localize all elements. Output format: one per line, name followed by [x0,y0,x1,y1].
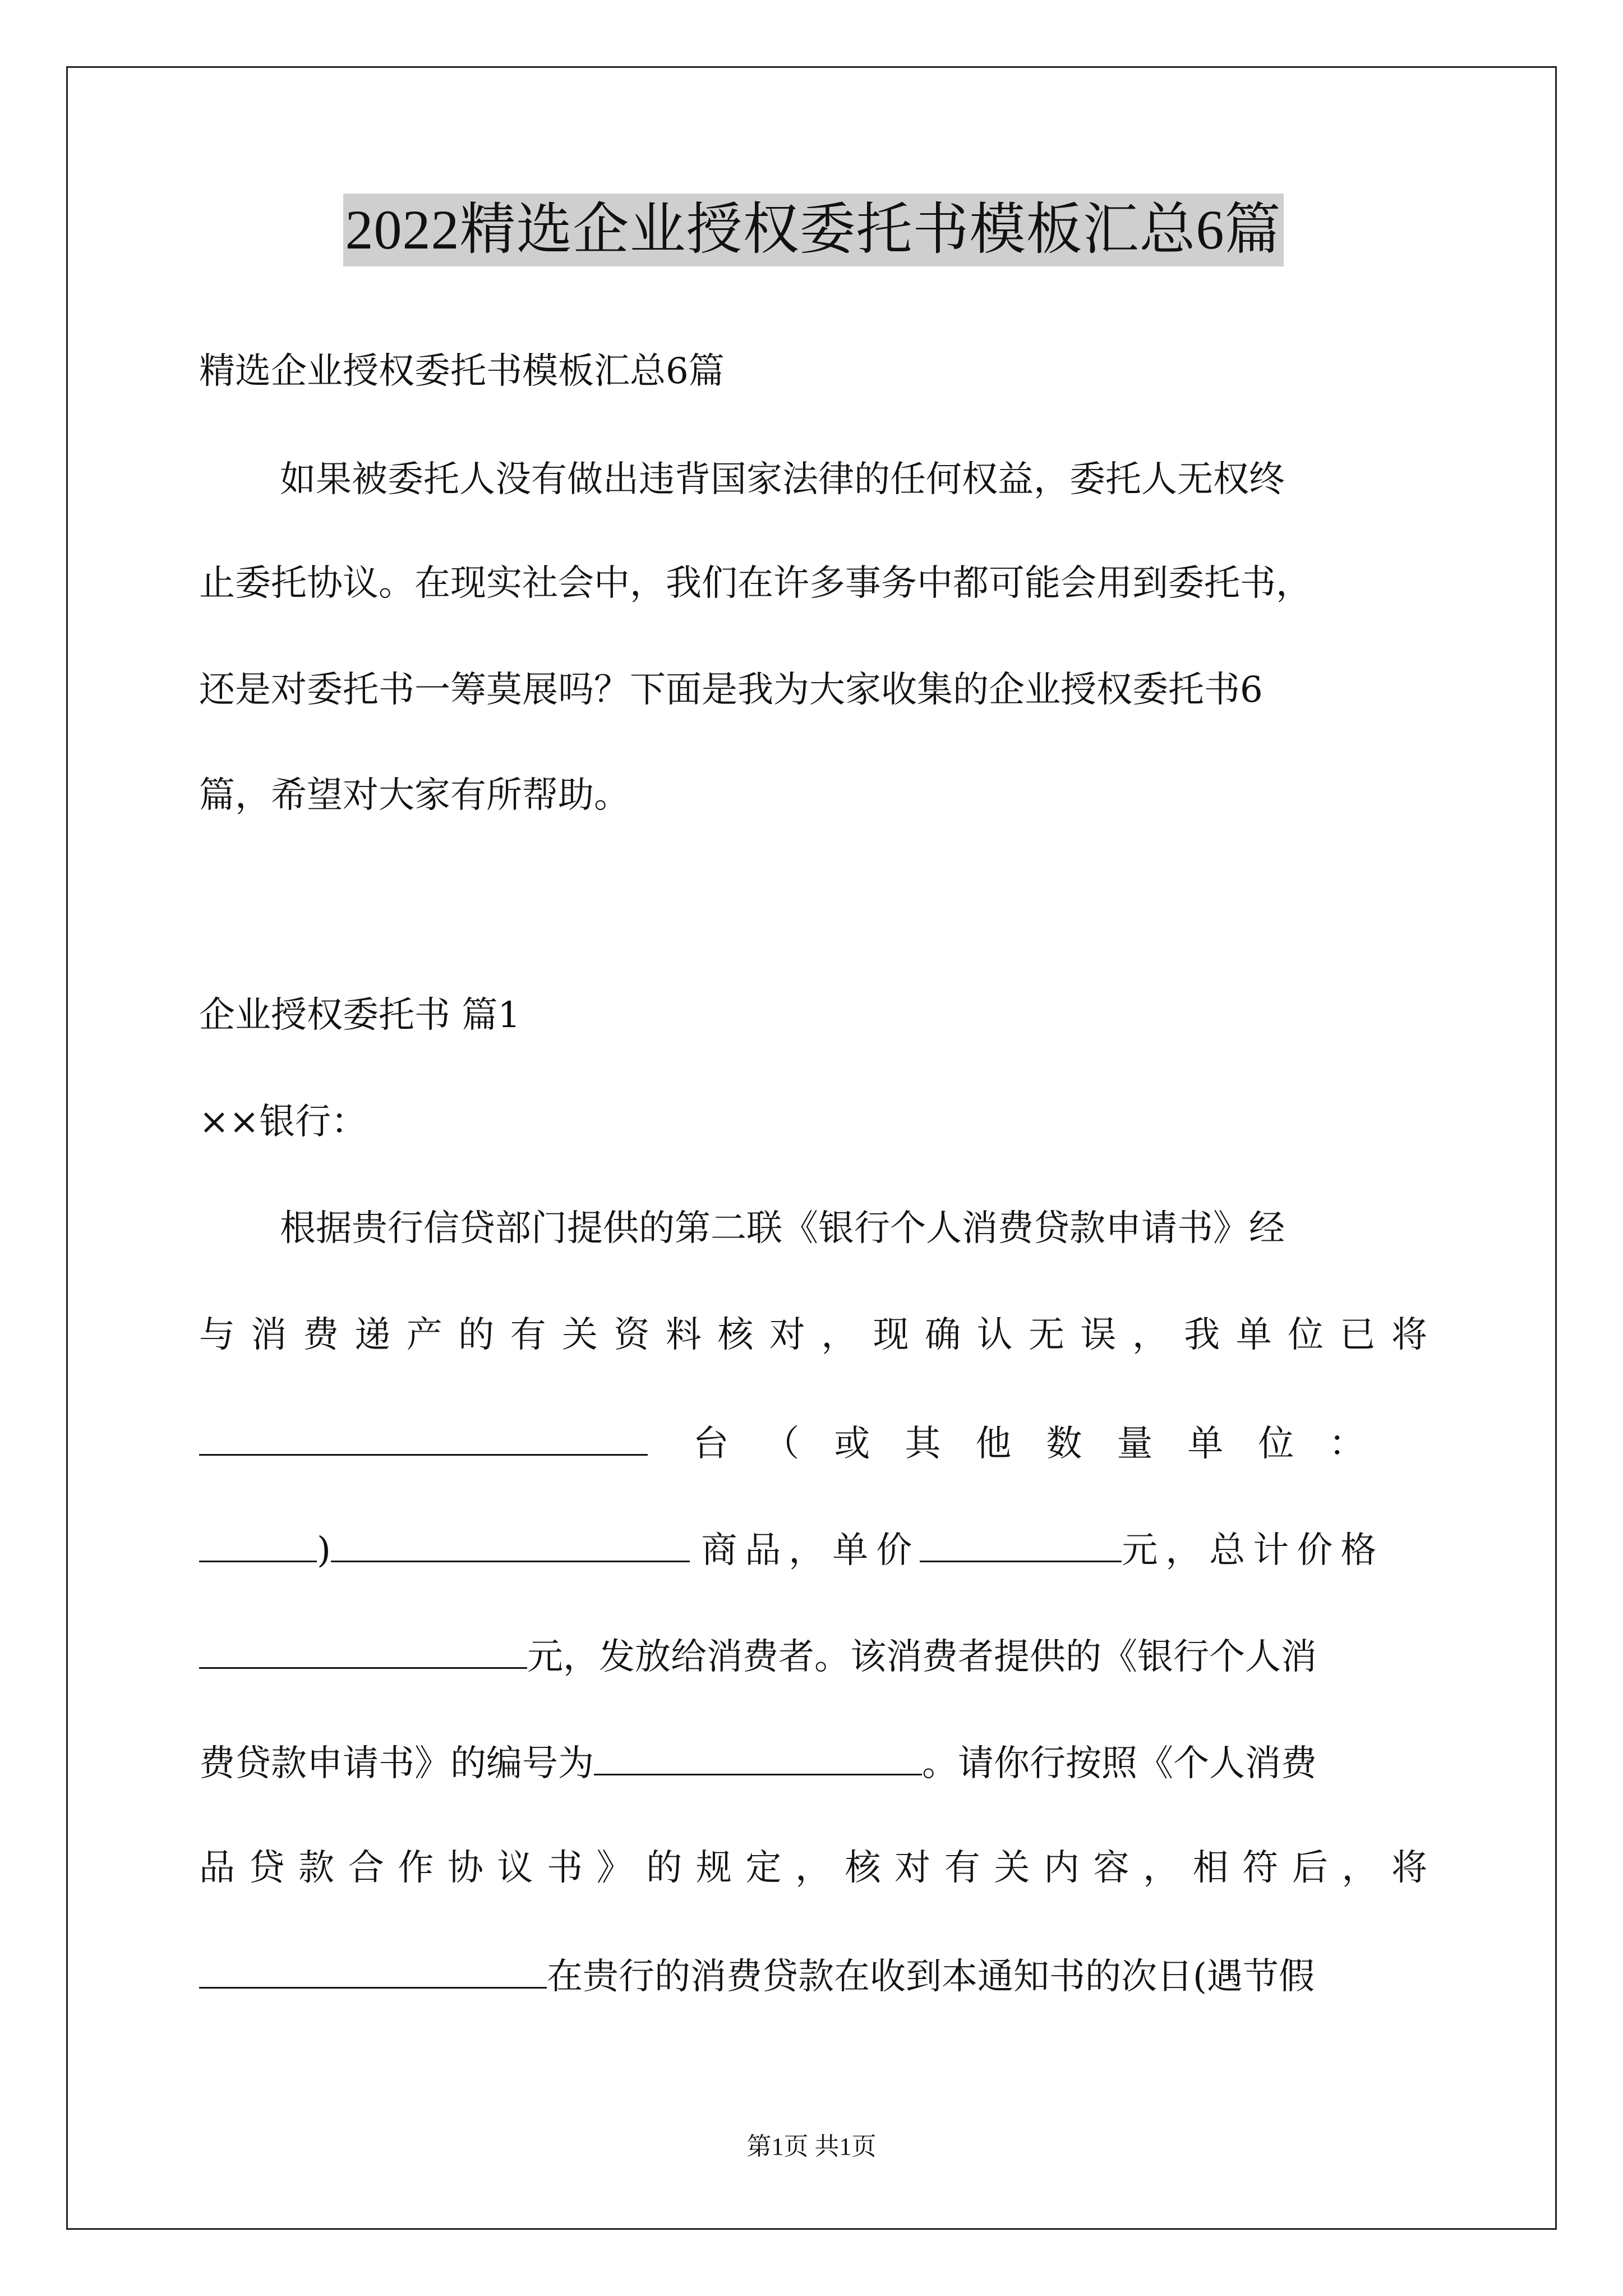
page-footer: 第1页 共1页 [746,2133,877,2160]
body-line-2: 与消费递产的有关资料核对，现确认无误，我单位已将 [199,1314,1427,1356]
body-line-1: 根据贵行信贷部门提供的第二联《银行个人消费贷款申请书》经 [280,1208,1285,1249]
blank-name[interactable] [199,1952,547,1989]
unit-text: 台（或其他数量单位： [693,1423,1400,1465]
body-line-4 [199,1526,1427,1573]
loan-text: 在贵行的消费贷款在收到本通知书的次日(遇节假 [547,1956,1315,1998]
body-line-3 [199,1419,1427,1466]
goods-price-label: 商品，单价 [701,1530,920,1571]
subtitle: 精选企业授权委托书模板汇总6篇 [199,351,725,392]
total-price-label: 元，总计价格 [1122,1530,1385,1571]
body-line-7: 品贷款合作协议书》的规定，核对有关内容，相符后，将 [199,1847,1427,1889]
section-heading: 企业授权委托书 篇1 [199,995,521,1036]
issued-text: 元，发放给消费者。该消费者提供的《银行个人消 [527,1636,1317,1678]
blank-unit-price[interactable] [920,1526,1122,1562]
intro-line-2: 止委托协议。在现实社会中，我们在许多事务中都可能会用到委托书， [199,563,1312,604]
blank-total[interactable] [199,1632,527,1669]
application-number-label: 费贷款申请书》的编号为 [199,1743,594,1784]
body-line-6 [199,1739,1427,1786]
close-paren: ) [317,1530,331,1571]
body-line-8 [199,1952,1427,1999]
agreement-text: 。请你行按照《个人消费 [922,1743,1317,1784]
document-title: 2022精选企业授权委托书模板汇总6篇 [343,194,1284,266]
intro-line-1: 如果被委托人没有做出违背国家法律的任何权益，委托人无权终 [280,459,1285,500]
blank-unit[interactable] [199,1526,317,1562]
blank-goods[interactable] [331,1526,690,1562]
salutation: ××银行： [199,1101,367,1143]
intro-line-4: 篇，希望对大家有所帮助。 [199,775,630,816]
blank-application-number[interactable] [594,1739,922,1775]
intro-line-3: 还是对委托书一筹莫展吗？下面是我为大家收集的企业授权委托书6 [199,669,1263,711]
body-line-5 [199,1632,1427,1680]
blank-quantity[interactable] [199,1419,648,1456]
